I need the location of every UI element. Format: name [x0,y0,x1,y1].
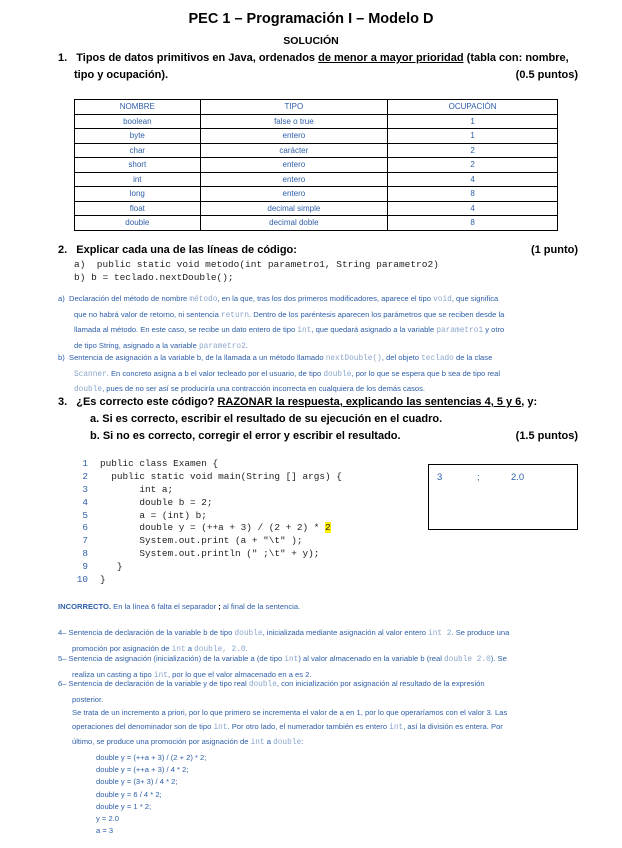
line-number: 3 [82,483,88,495]
code-line [66,497,342,510]
code-text: } [100,574,106,586]
q3-evaluation-steps [96,752,206,837]
q3-number: 3. [58,396,68,408]
q1-text-after: (tabla con: nombre, [463,52,569,64]
code-line [66,510,342,523]
evaluation-step: double y = 6 / 4 * 2; [96,789,162,799]
table-row [75,158,558,173]
q3-text-before: ¿Es correcto este código? [76,396,218,408]
code-line [66,471,342,484]
evaluation-step: double y = (++a + 3) / (2 + 2) * 2; [96,753,207,762]
table-header-row [75,100,558,115]
q1-text-underline: de menor a mayor prioridad [318,52,464,64]
line-number: 2 [82,470,88,482]
table-cell: entero [200,129,387,144]
q2-answer-b: b) Sentencia de asignación a la variable b, de la llamada a un método llamado nextDouble(), del objeto teclado de la clase Scanner. En concreto asigna a b el valor tecleado por el usuario, de tipo double, por lo que se espera que b sea de tipo real double, pues de no ser así se produciría una contracción incorrecta en cualquiera de los demás casos. [58,353,501,394]
q3-incorrect-note: INCORRECTO. En la línea 6 falta el separador ; al final de la sentencia. [58,602,301,611]
table-cell: entero [200,172,387,187]
table-header-cell: TIPO [200,100,387,115]
page-subtitle: SOLUCIÓN [283,35,339,47]
table-row [75,187,558,202]
q3-text-after: , y: [521,396,538,408]
evaluation-step: double y = (3+ 3) / 4 * 2; [96,777,178,787]
q2-text: Explicar cada una de las líneas de código: [76,244,297,256]
q3-text-underline: RAZONAR la respuesta, explicando las sentencias 4, 5 y 6 [217,396,522,408]
line-number: 5 [82,509,88,521]
q1-number: 1. [58,52,68,64]
q1-text-line2: tipo y ocupación). [74,69,169,81]
highlighted-token: 2 [325,522,331,534]
q2-code-a: a) public static void metodo(int parametro1, String parametro2) [74,259,439,270]
table-cell: 4 [388,172,558,187]
code-line [66,574,342,587]
result-separator: ; [477,472,480,483]
table-cell: 4 [388,201,558,216]
code-line [66,458,342,471]
code-text: System.out.println (" ;\t" + y); [100,548,320,560]
q3-sub-a: a. Si es correcto, escribir el resultado de su ejecución en el cuadro. [90,413,443,425]
q1-points: (0.5 puntos) [515,69,578,81]
q3-code-listing [66,458,342,587]
code-text: public class Examen { [100,458,219,469]
line-number: 6 [82,522,88,534]
table-cell: carácter [200,143,387,158]
primitive-types-table [74,99,558,231]
result-value-a: 3 [437,472,443,483]
table-cell: entero [200,187,387,202]
table-cell: int [75,172,201,187]
result-value-y: 2.0 [511,472,525,483]
code-text: double y = (++a + 3) / (2 + 2) * [100,522,326,534]
q1-heading [58,52,569,64]
q2-heading [58,244,297,256]
code-line [66,548,342,561]
q3-explain-line5: 5– Sentencia de asignación (inicialización) de la variable a (de tipo int) al valor almacenado en la variable b (real double 2.0). Se realiza un casting a tipo int, por lo que el valor almacenado en a es 2. [58,654,507,680]
table-cell: double [75,216,201,231]
table-cell: 2 [388,158,558,173]
code-text: System.out.print (a + "\t" ); [100,535,303,547]
code-text: public static void main(String [] args) { [100,470,342,482]
q2-code-b: b) b = teclado.nextDouble(); [74,272,234,283]
table-cell: float [75,201,201,216]
q3-heading [58,396,537,408]
table-row [75,172,558,187]
q3-sub-b: b. Si no es correcto, corregir el error y escribir el resultado. [90,430,401,442]
code-text: double b = 2; [100,496,213,508]
code-text: a = (int) b; [100,509,207,521]
table-cell: entero [200,158,387,173]
line-number: 1 [82,458,88,469]
line-number: 8 [82,548,88,560]
table-row [75,143,558,158]
table-cell: long [75,187,201,202]
q2-answer-a: a) Declaración del método de nombre método, en la que, tras los dos primeros modificadores, aparece el tipo void, que significa que no habrá valor de retorno, ni sentencia return. Dentro de los paréntesis aparecen los parámetros que se reciben desde la llamada al método. En este caso, se recibe un dato entero de tipo int, que quedará asignado a la variable parametro1 y otro de tipo String, asignado a la variable parametro2. [58,294,505,351]
evaluation-step: y = 2.0 [96,814,120,824]
table-header-cell: NOMBRE [75,100,201,115]
table-cell: byte [75,129,201,144]
table-header-cell: OCUPACIÓN [388,100,558,115]
table-cell: decimal simple [200,201,387,216]
table-cell: 8 [388,216,558,231]
table-cell: char [75,143,201,158]
code-text: int a; [100,483,174,495]
evaluation-step: double y = (++a + 3) / 4 * 2; [96,765,189,775]
line-number: 7 [82,535,88,547]
line-number: 10 [76,574,88,586]
result-box [428,464,578,530]
table-cell: 1 [388,129,558,144]
table-row [75,216,558,231]
code-line [66,522,342,535]
table-cell: 8 [388,187,558,202]
q3-explain-line4: 4– Sentencia de declaración de la variable b de tipo double, inicializada mediante asignación al valor entero int 2. Se produce una promoción por asignación de int a double, 2.0. [58,628,510,654]
q3-points: (1.5 puntos) [515,430,578,442]
table-row [75,114,558,129]
code-line [66,484,342,497]
line-number: 4 [82,496,88,508]
q3-explain-line6: 6– Sentencia de declaración de la variable y de tipo real double, con inicialización por asignación al resultado de la expresión posterior. Se trata de un incremento a priori, por lo que primero se incrementa el valor de a en 1, por lo que operaríamos con el valor 3. Las operaciones del denominador son de tipo int. Por otro lado, el numerador también es entero int, así la división es entera. Por último, se produce una promoción por asignación de int a double: [58,679,508,747]
table-cell: 2 [388,143,558,158]
page-title: PEC 1 – Programación I – Modelo D [188,11,434,27]
table-cell: 1 [388,114,558,129]
evaluation-step: double y = 1 * 2; [96,801,152,811]
table-row [75,201,558,216]
table-cell: boolean [75,114,201,129]
line-number: 9 [82,561,88,573]
code-text: } [100,561,123,573]
q2-number: 2. [58,244,68,256]
table-cell: false o true [200,114,387,129]
table-cell: short [75,158,201,173]
q2-points: (1 punto) [530,244,578,256]
table-cell: decimal doble [200,216,387,231]
code-line [66,535,342,548]
code-line [66,561,342,574]
evaluation-step: a = 3 [96,826,114,836]
table-row [75,129,558,144]
q1-text-before: Tipos de datos primitivos en Java, ordenados [76,52,319,64]
